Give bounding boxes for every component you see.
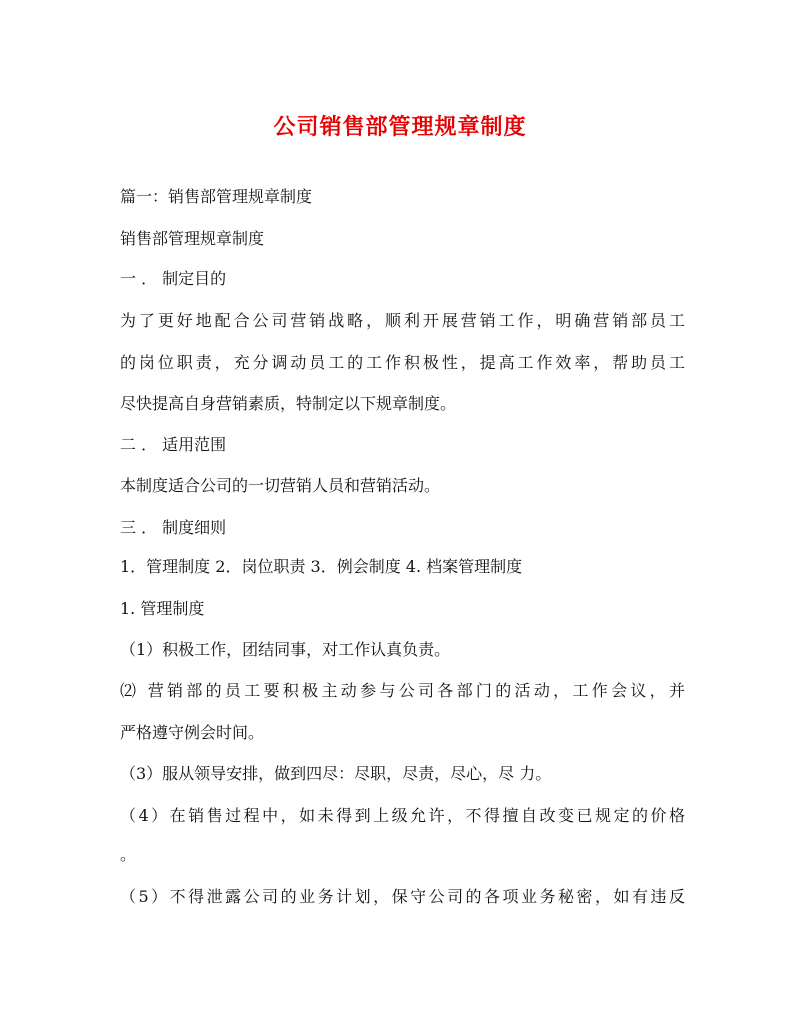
section-three-heading: 三 ． 制度细则 xyxy=(120,518,227,537)
regulations-list-line: 1．管理制度 2．岗位职责 3．例会制度 4. 档案管理制度 xyxy=(120,557,523,576)
rule-item-continuation: 。 xyxy=(120,845,137,864)
rule-item: （5）不得泄露公司的业务计划，保守公司的各项业务秘密，如有违反 xyxy=(120,887,685,906)
document-title: 公司销售部管理规章制度 xyxy=(273,114,527,140)
rule-item: （3）服从领导安排，做到四尽：尽职，尽责，尽心，尽 力。 xyxy=(120,764,552,783)
main-heading: 销售部管理规章制度 xyxy=(120,229,265,248)
rule-item: （1）积极工作，团结同事，对工作认真负责。 xyxy=(120,640,451,659)
section-one-paragraph-line: 的岗位职责，充分调动员工的工作积极性，提高工作效率，帮助员工 xyxy=(120,353,685,372)
management-sub-heading: 1. 管理制度 xyxy=(120,599,205,618)
section-two-paragraph: 本制度适合公司的一切营销人员和营销活动。 xyxy=(120,476,441,495)
section-one-paragraph-line: 为了更好地配合公司营销战略，顺利开展营销工作，明确营销部员工 xyxy=(120,311,685,330)
section-one-heading: 一 ． 制定目的 xyxy=(120,269,227,288)
section-two-heading: 二 ． 适用范围 xyxy=(120,435,227,454)
rule-item: ⑵ 营销部的员工要积极主动参与公司各部门的活动，工作会议，并 xyxy=(120,681,685,700)
rule-item-continuation: 严格遵守例会时间。 xyxy=(120,723,265,742)
rule-item: （4）在销售过程中，如未得到上级允许，不得擅自改变已规定的价格 xyxy=(120,806,685,825)
part-heading: 篇一：销售部管理规章制度 xyxy=(120,187,313,206)
section-one-paragraph-line: 尽快提高自身营销素质，特制定以下规章制度。 xyxy=(120,394,457,413)
